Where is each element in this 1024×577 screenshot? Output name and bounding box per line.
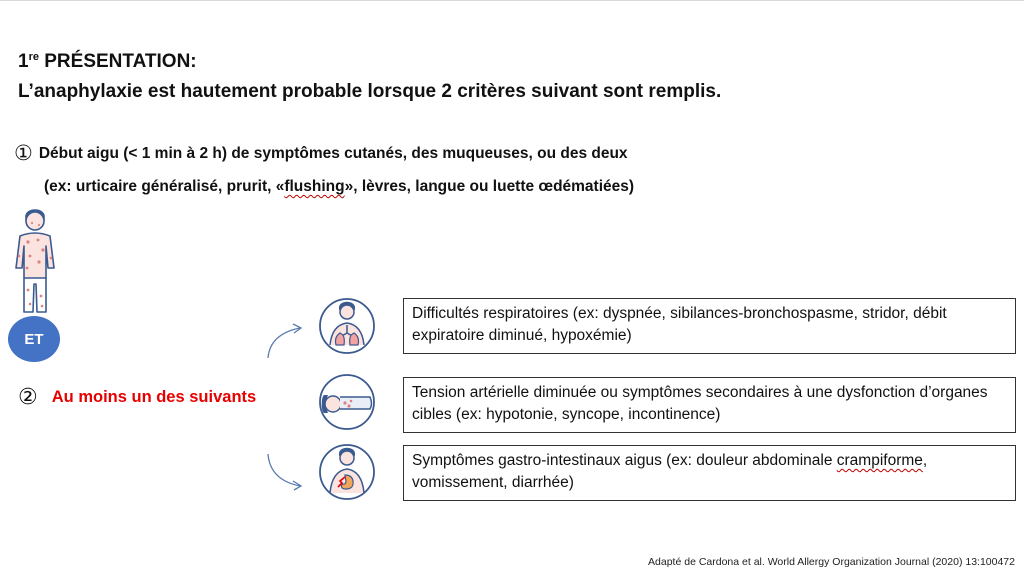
title-superscript: re — [28, 51, 39, 63]
fainting-person-icon — [318, 373, 376, 431]
lungs-icon — [318, 297, 376, 355]
option-gastrointestinal — [403, 445, 1016, 501]
option-gi-text-start: Symptômes gastro-intestinaux aigus (ex: douleur abdominale — [412, 452, 837, 469]
criterion-2-number: ② — [18, 384, 38, 409]
title-heading: PRÉSENTATION: — [38, 51, 197, 72]
stomach-icon — [318, 443, 376, 501]
spellcheck-word: flushing — [284, 178, 345, 195]
criterion-2 — [18, 386, 256, 408]
example-text-start: (ex: urticaire généralisé, prurit, « — [44, 178, 285, 195]
title-line-1 — [18, 48, 721, 78]
slide-title — [18, 48, 721, 105]
top-border — [0, 0, 1024, 1]
criterion-1-number: ① — [14, 142, 33, 165]
and-connector-badge: ET — [8, 316, 60, 362]
child-rash-icon — [10, 206, 60, 318]
criterion-1 — [14, 143, 628, 164]
spellcheck-word: crampiforme — [836, 452, 923, 469]
criterion-1-text: Début aigu (< 1 min à 2 h) de symptômes cutanés, des muqueuses, ou des deux — [38, 144, 628, 162]
title-number: 1 — [18, 51, 29, 72]
criterion-2-label: Au moins un des suivants — [51, 387, 257, 406]
option-gi-text-end: , vomissement, diarrhée) — [412, 452, 928, 491]
option-respiratory: Difficultés respiratoires (ex: dyspnée, sibilances-bronchospasme, stridor, débit expiratoire diminué, hypoxémie) — [403, 298, 1016, 354]
option-hypotension: Tension artérielle diminuée ou symptômes secondaires à une dysfonction d’organes cibles (ex: hypotonie, syncope, incontinence) — [403, 377, 1016, 433]
arrow-up-icon — [262, 320, 310, 362]
example-text-end: », lèvres, langue ou luette œdématiées) — [344, 178, 635, 195]
source-citation: Adapté de Cardona et al. World Allergy Organization Journal (2020) 13:100472 — [648, 556, 1015, 568]
title-line-2: L’anaphylaxie est hautement probable lorsque 2 critères suivant sont remplis. — [18, 81, 722, 102]
criterion-1-example — [44, 178, 634, 196]
arrow-down-icon — [262, 450, 310, 492]
